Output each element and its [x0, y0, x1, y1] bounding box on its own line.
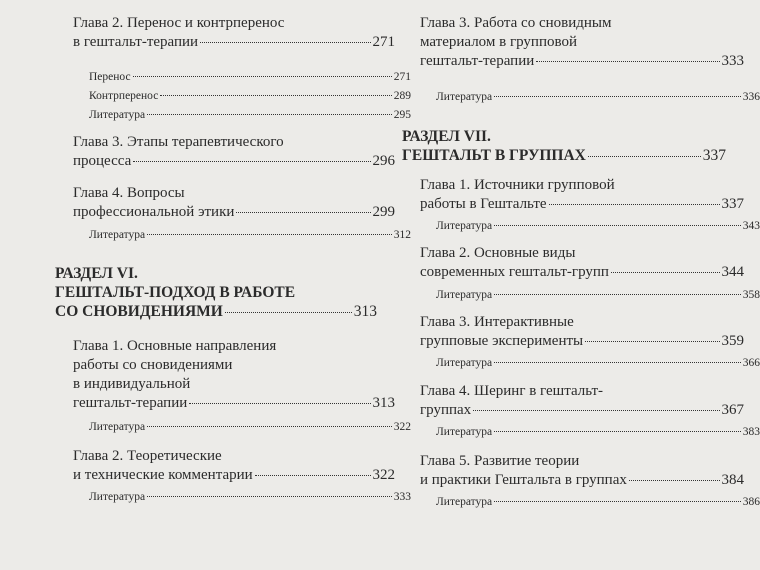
dot-leader	[494, 501, 741, 502]
page-number: 333	[721, 53, 744, 69]
subentry-title: Литература	[436, 220, 493, 232]
page-number: 295	[393, 109, 411, 121]
toc-chapter-transference	[55, 14, 395, 52]
toc-subentry	[55, 228, 411, 243]
page-number: 312	[393, 229, 411, 241]
dot-leader	[585, 341, 719, 342]
dot-leader	[225, 312, 352, 313]
page-number: 337	[721, 196, 744, 212]
page-number: 366	[742, 357, 760, 369]
subentry-title: Контрперенос	[89, 90, 159, 102]
toc-subentry	[402, 288, 760, 303]
toc-chapter-interactive	[402, 313, 744, 351]
dot-leader	[200, 42, 370, 43]
toc-chapter-ethics	[55, 184, 395, 222]
dot-leader	[611, 272, 720, 273]
page-number: 336	[742, 91, 760, 103]
toc-chapter-theory-comments	[55, 447, 395, 485]
dot-leader	[494, 294, 741, 295]
dot-leader	[494, 96, 741, 97]
chapter-title: в индивидуальной	[73, 376, 191, 392]
subentry-title: Литература	[89, 491, 146, 503]
dot-leader	[255, 475, 371, 476]
chapter-title: Глава 3. Интерактивные	[420, 314, 574, 330]
chapter-title: и практики Гештальта в группах	[420, 472, 627, 488]
chapter-title: профессиональной этики	[73, 204, 235, 220]
chapter-title: Глава 1. Источники групповой	[420, 177, 615, 193]
dot-leader	[133, 76, 392, 77]
toc-subentry	[55, 490, 411, 505]
toc-subentry	[55, 70, 411, 85]
dot-leader	[536, 61, 719, 62]
chapter-title: материалом в групповой	[420, 34, 577, 50]
toc-chapter-development	[402, 452, 744, 490]
chapter-title: Глава 2. Теоретические	[73, 448, 222, 464]
dot-leader	[147, 114, 392, 115]
chapter-title: Глава 2. Перенос и контрперенос	[73, 15, 285, 31]
toc-subentry	[55, 420, 411, 435]
page-number: 383	[742, 426, 760, 438]
dot-leader	[147, 496, 392, 497]
page-number: 313	[372, 395, 395, 411]
page-number: 367	[721, 402, 744, 418]
page-number: 337	[702, 147, 726, 164]
dot-leader	[133, 161, 370, 162]
dot-leader	[160, 95, 391, 96]
toc-chapter-dream-directions	[55, 337, 395, 413]
page-number: 386	[742, 496, 760, 508]
page-number: 358	[742, 289, 760, 301]
chapter-title: работы со сновидениями	[73, 357, 233, 373]
section-title: ГЕШТАЛЬТ В ГРУППАХ	[402, 147, 586, 164]
page-number: 344	[721, 264, 744, 280]
subentry-title: Литература	[436, 357, 493, 369]
page-number: 271	[372, 34, 395, 50]
chapter-title: процесса	[73, 153, 132, 169]
toc-subentry	[55, 108, 411, 123]
toc-subentry	[402, 356, 760, 371]
chapter-title: Глава 2. Основные виды	[420, 245, 576, 261]
chapter-title: Глава 4. Шеринг в гештальт-	[420, 383, 604, 399]
section-title: ГЕШТАЛЬТ-ПОДХОД В РАБОТЕ	[55, 284, 296, 301]
toc-section-6	[55, 264, 377, 321]
toc-section-7	[402, 127, 726, 165]
subentry-title: Литература	[436, 426, 493, 438]
toc-subentry	[402, 219, 760, 234]
toc-chapter-sharing	[402, 382, 744, 420]
chapter-title: работы в Гештальте	[420, 196, 547, 212]
chapter-title: и технические комментарии	[73, 467, 253, 483]
chapter-title: Глава 5. Развитие теории	[420, 453, 580, 469]
page-number: 322	[393, 421, 411, 433]
dot-leader	[494, 225, 741, 226]
chapter-title: современных гештальт-групп	[420, 264, 609, 280]
subentry-title: Литература	[436, 496, 493, 508]
page-number: 343	[742, 220, 760, 232]
page-number: 322	[372, 467, 395, 483]
subentry-title: Литература	[89, 109, 146, 121]
page-number: 333	[393, 491, 411, 503]
toc-chapter-group-sources	[402, 176, 744, 214]
subentry-title: Литература	[436, 91, 493, 103]
dot-leader	[147, 426, 392, 427]
dot-leader	[629, 480, 720, 481]
subentry-title: Литература	[89, 421, 146, 433]
toc-subentry	[402, 495, 760, 510]
page-number: 271	[393, 71, 411, 83]
page-number: 384	[721, 472, 744, 488]
toc-subentry	[55, 89, 411, 104]
chapter-title: группах	[420, 402, 472, 418]
chapter-title: в гештальт-терапии	[73, 34, 199, 50]
toc-chapter-dream-group	[402, 14, 744, 71]
toc-chapter-group-types	[402, 244, 744, 282]
dot-leader	[494, 431, 741, 432]
chapter-title: Глава 3. Этапы терапевтического	[73, 134, 284, 150]
page-number: 299	[372, 204, 395, 220]
toc-chapter-stages	[55, 133, 395, 171]
toc-subentry	[402, 425, 760, 440]
page-number: 296	[372, 153, 395, 169]
dot-leader	[236, 212, 370, 213]
dot-leader	[473, 410, 719, 411]
chapter-title: гештальт-терапии	[73, 395, 188, 411]
dot-leader	[494, 362, 741, 363]
toc-subentry	[402, 90, 760, 105]
chapter-title: групповые эксперименты	[420, 333, 584, 349]
dot-leader	[147, 234, 392, 235]
chapter-title: Глава 4. Вопросы	[73, 185, 185, 201]
subentry-title: Литература	[89, 229, 146, 241]
page-number: 313	[353, 303, 377, 320]
subentry-title: Перенос	[89, 71, 131, 83]
dot-leader	[588, 156, 701, 157]
chapter-title: Глава 1. Основные направления	[73, 338, 277, 354]
dot-leader	[549, 204, 720, 205]
dot-leader	[189, 403, 370, 404]
section-title: РАЗДЕЛ VII.	[402, 128, 491, 145]
chapter-title: гештальт-терапии	[420, 53, 535, 69]
section-title: РАЗДЕЛ VI.	[55, 265, 138, 282]
chapter-title: Глава 3. Работа со сновидным	[420, 15, 612, 31]
page-number: 359	[721, 333, 744, 349]
subentry-title: Литература	[436, 289, 493, 301]
section-title: СО СНОВИДЕНИЯМИ	[55, 303, 223, 320]
page-number: 289	[393, 90, 411, 102]
